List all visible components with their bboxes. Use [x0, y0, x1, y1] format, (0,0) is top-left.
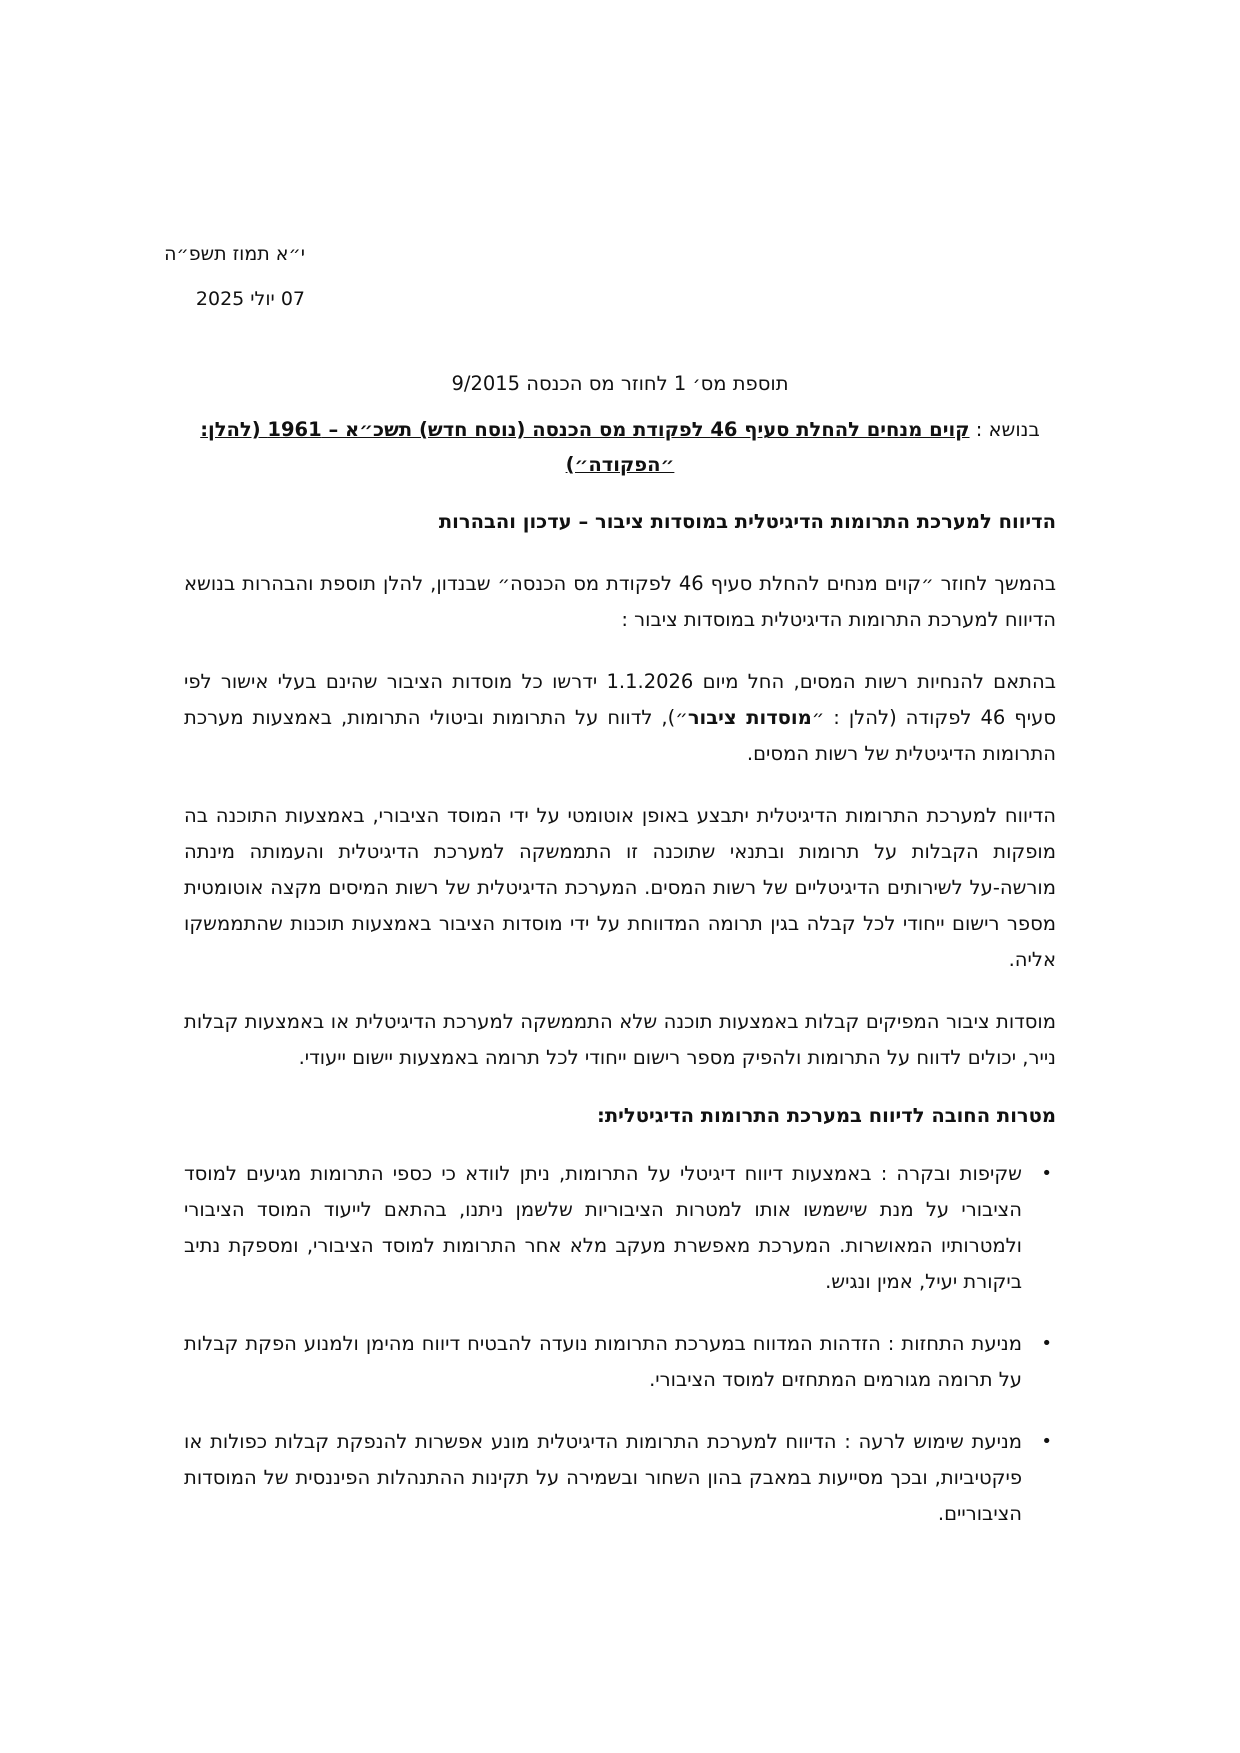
list-item: [184, 1326, 1056, 1398]
subject-label: בנושא :: [969, 418, 1040, 441]
bullet-icon: •: [1041, 1333, 1052, 1354]
list-item-text: מניעת התחזות : הזדהות המדווח במערכת התרומות נועדה להבטיח דיווח מהימן ולמנוע הפקת קבלות על תרומה מגורמים המתחזים למוסד הציבורי.: [184, 1332, 1022, 1391]
bullet-icon: •: [1041, 1163, 1052, 1184]
paragraph-requirement-part1: בהתאם להנחיות רשות המסים, החל מיום 1.1.2026 ידרשו כל מוסדות הציבור שהינם בעלי אישור לפי סעיף 46 לפקודה (להלן : ״: [184, 670, 1057, 729]
section-heading: הדיווח למערכת התרומות הדיגיטלית במוסדות ציבור – עדכון והבהרות: [438, 510, 1056, 533]
list-item-text: מניעת שימוש לרעה : הדיווח למערכת התרומות הדיגיטלית מונע אפשרות להנפקת קבלות כפולות או פיקטיביות, ובכך מסייעות במאבק בהון השחור ובשמירה על תקינות ההתנהלות הפיננסית של המוסדות הציבוריים.: [184, 1430, 1022, 1525]
list-item-text: שקיפות ובקרה : באמצעות דיווח דיגיטלי על התרומות, ניתן לוודא כי כספי התרומות מגיעים למוסד הציבורי על מנת שישמשו אותו למטרות הציבוריות שלשמן ניתנו, בהתאם לייעוד המוסד הציבורי ולמטרותיו המאושרות. המערכת מאפשרת מעקב מלא אחר התרומות למוסד הציבורי, ומספקת נתיב ביקורת יעיל, אמין ונגיש.: [184, 1162, 1022, 1293]
paragraph-intro: בהמשך לחוזר ״קוים מנחים להחלת סעיף 46 לפקודת מס הכנסה״ שבנדון, להלן תוספת והבהרות בנושא הדיווח למערכת התרומות הדיגיטלית במוסדות ציבור :: [184, 572, 1056, 631]
date-block: [164, 232, 305, 322]
list-item: [184, 1156, 1056, 1300]
subject-line: [184, 412, 1056, 482]
paragraph-requirement: [184, 664, 1056, 772]
hebrew-date: י״א תמוז תשפ״ה: [164, 243, 305, 265]
paragraph-requirement-part2: ״), לדווח על התרומות וביטולי התרומות, באמצעות מערכת התרומות הדיגיטלית של רשות המסים.: [184, 706, 1056, 765]
paragraph-manual-reporting: מוסדות ציבור המפיקים קבלות באמצעות תוכנה שלא התממשקה למערכת הדיגיטלית או באמצעות קבלות נייר, יכולים לדווח על התרומות ולהפיק מספר רישום ייחודי לכל תרומה באמצעות יישום ייעודי.: [184, 1010, 1056, 1069]
defined-term-public-institutions: מוסדות ציבור: [687, 706, 812, 729]
circular-subtitle: תוספת מס׳ 1 לחוזר מס הכנסה 9/2015: [451, 372, 789, 395]
paragraph-automatic-reporting: הדיווח למערכת התרומות הדיגיטלית יתבצע באופן אוטומטי על ידי המוסד הציבורי, באמצעות התוכנה בה מופקות הקבלות על תרומות ובתנאי שתוכנה זו התממשקה למערכת הדיגיטלית והעמותה מינתה מורשה-על לשירותים הדיגיטליים של רשות המסים. המערכת הדיגיטלית של רשות המיסים מקצה אוטומטית מספר רישום ייחודי לכל קבלה בגין תרומה המדווחת על ידי מוסדות הציבור באמצעות תוכנות שהתממשקו אליה.: [184, 804, 1056, 971]
goals-list: [184, 1156, 1056, 1532]
gregorian-date: 07 יולי 2025: [195, 288, 305, 310]
list-item: [184, 1424, 1056, 1532]
bullet-icon: •: [1041, 1431, 1052, 1452]
document-body: [184, 366, 1056, 1558]
goals-title: מטרות החובה לדיווח במערכת התרומות הדיגיטלית:: [597, 1104, 1056, 1127]
subject-text: קוים מנחים להחלת סעיף 46 לפקודת מס הכנסה (נוסח חדש) תשכ״א – 1961 (להלן: ״הפקודה״): [200, 418, 970, 476]
